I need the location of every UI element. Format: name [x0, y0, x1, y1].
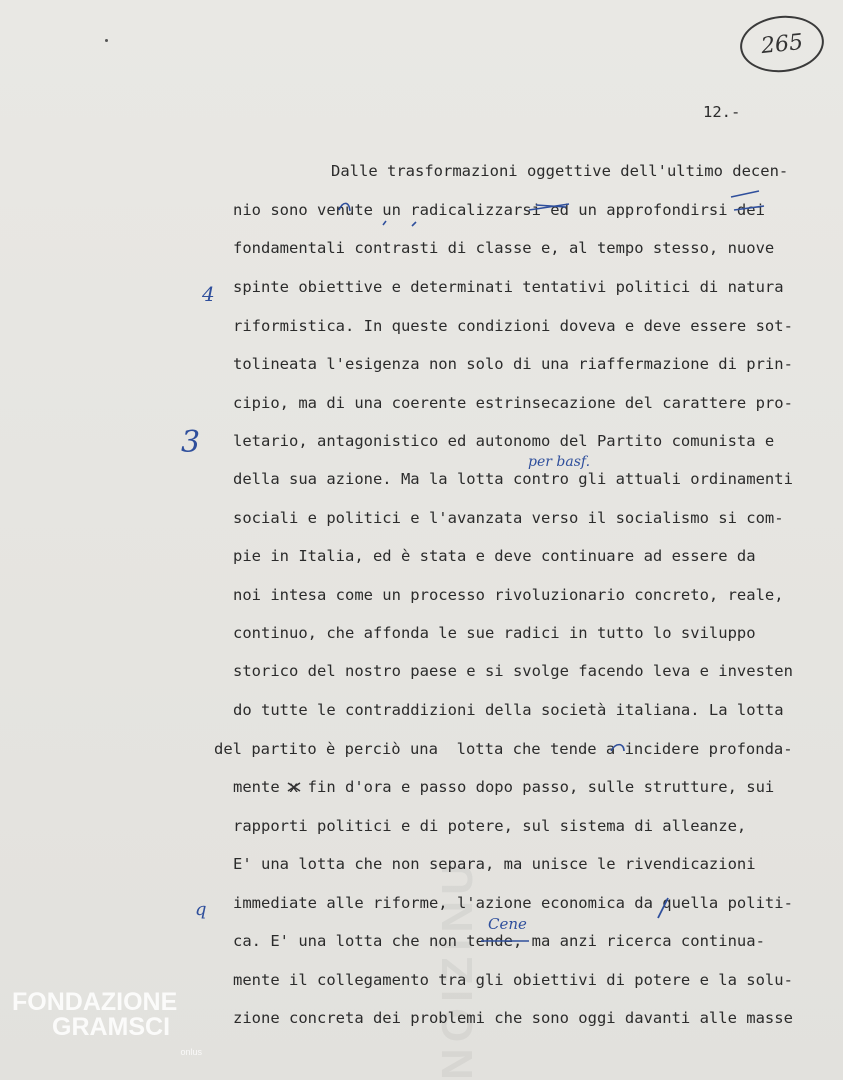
text-line: immediate alle riforme, l'azione economica da quella politi-: [233, 894, 793, 912]
text-line: storico del nostro paese e si svolge facendo leva e investen: [233, 662, 793, 680]
text-line: letario, antagonistico ed autonomo del Partito comunista e: [233, 432, 775, 450]
handwritten-note-per-basf: per basf.: [528, 454, 591, 470]
text-line: nio sono venute un radicalizzarsi ed un approfondirsi dei: [233, 201, 765, 219]
text-line: pie in Italia, ed è stata e deve continuare ad essere da: [233, 547, 756, 565]
text-line: spinte obiettive e determinati tentativi politici di natura: [233, 278, 784, 296]
handwritten-note-cene: Cene: [488, 915, 527, 933]
margin-mark: 4: [202, 282, 215, 306]
text-line: rapporti politici e di potere, sul sistema di alleanze,: [233, 817, 747, 835]
fondazione-gramsci-watermark: [12, 990, 212, 1065]
watermark-sub: onlus: [180, 1047, 202, 1057]
show-through-text: NOIZİNU: [433, 857, 482, 1080]
text-line: E' una lotta che non separa, ma unisce le rivendicazioni: [233, 855, 756, 873]
text-line: do tutte le contraddizioni della società italiana. La lotta: [233, 701, 784, 719]
text-line: del partito è perciò una lotta che tende a incidere profonda-: [214, 740, 793, 758]
text-line: riformistica. In queste condizioni doveva e deve essere sot-: [233, 317, 793, 335]
text-line: tolineata l'esigenza non solo di una riaffermazione di prin-: [233, 355, 793, 373]
margin-mark: 3: [181, 425, 201, 460]
text-line: mente il collegamento tra gli obiettivi di potere e la solu-: [233, 971, 793, 989]
text-line: sociali e politici e l'avanzata verso il socialismo si com-: [233, 509, 784, 527]
text-line: Dalle trasformazioni oggettive dell'ultimo decen-: [331, 162, 789, 180]
archive-page-stamp: [737, 12, 826, 76]
paper-speck: [105, 39, 108, 42]
margin-mark: q: [195, 899, 207, 920]
correction-stroke: [412, 222, 416, 226]
archive-page-number: 265: [759, 29, 805, 59]
watermark-line-2: GRAMSCI: [52, 1013, 171, 1041]
text-line: ca. E' una lotta che non tende, ma anzi ricerca continua-: [233, 932, 765, 950]
text-line: cipio, ma di una coerente estrinsecazione del carattere pro-: [233, 394, 793, 412]
page-number: 12.-: [703, 103, 741, 121]
watermark-line-1: FONDAZIONE: [12, 988, 178, 1016]
correction-stroke: [383, 221, 386, 225]
text-line: continuo, che affonda le sue radici in tutto lo sviluppo: [233, 624, 756, 642]
text-line: zione concreta dei problemi che sono oggi davanti alle masse: [233, 1009, 793, 1027]
text-line: della sua azione. Ma la lotta contro gli attuali ordinamenti: [233, 470, 793, 488]
text-line: fondamentali contrasti di classe e, al tempo stesso, nuove: [233, 239, 775, 257]
text-line: mente x fin d'ora e passo dopo passo, sulle strutture, sui: [233, 778, 775, 796]
text-line: noi intesa come un processo rivoluzionario concreto, reale,: [233, 586, 784, 604]
